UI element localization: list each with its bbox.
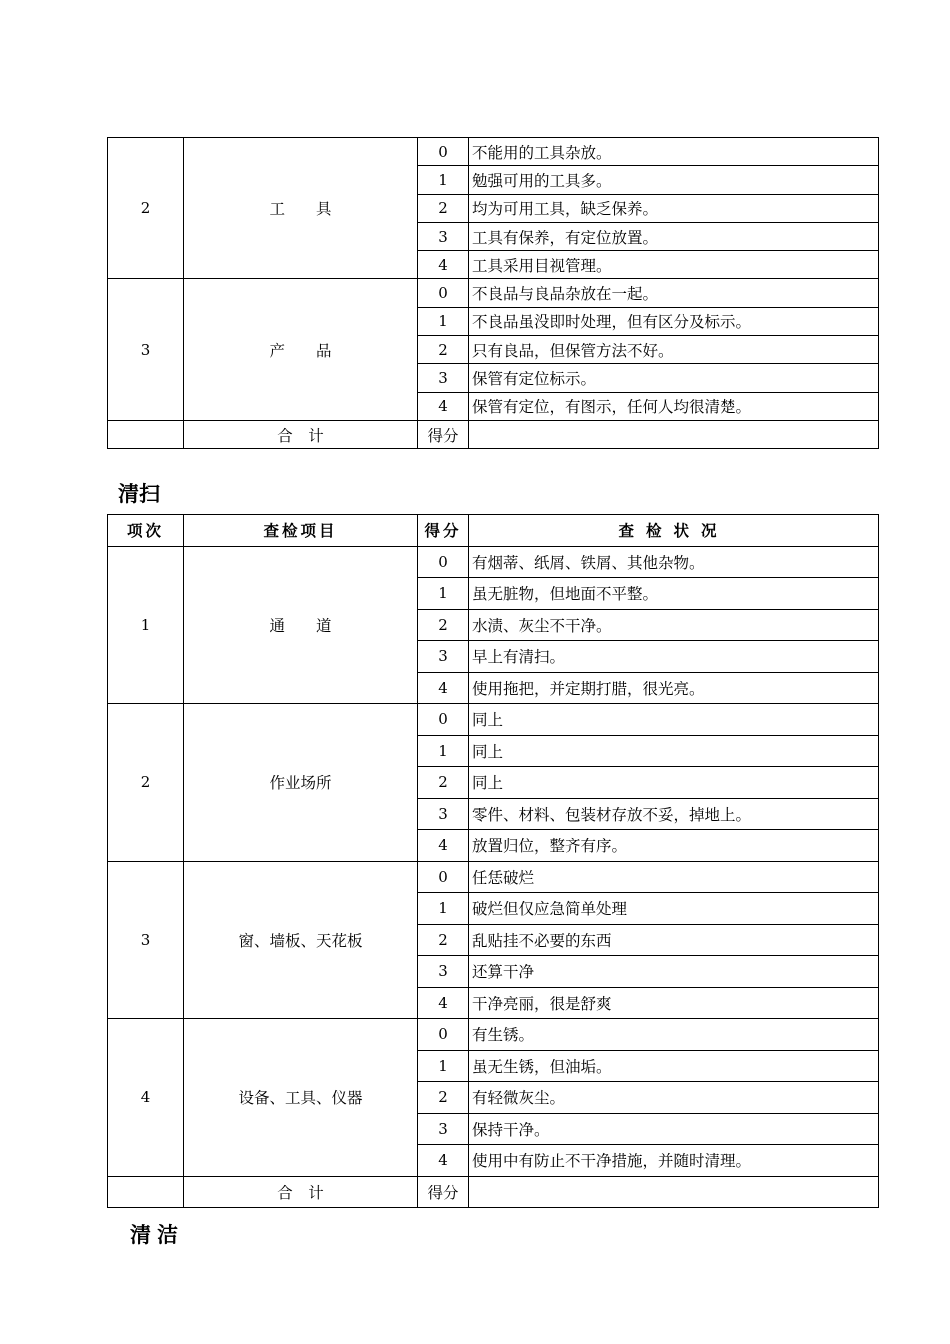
status-cell: 使用中有防止不干净措施，并随时清理。: [469, 1145, 879, 1177]
score-cell: 0: [418, 279, 469, 307]
total-blank-cell: [108, 1176, 184, 1208]
status-cell: 虽无生锈，但油垢。: [469, 1050, 879, 1082]
score-cell: 4: [418, 987, 469, 1019]
table-row: [108, 861, 879, 893]
status-cell: 任恁破烂: [469, 861, 879, 893]
status-cell: 勉强可用的工具多。: [469, 166, 879, 194]
status-cell: 工具有保养，有定位放置。: [469, 222, 879, 250]
score-cell: 3: [418, 641, 469, 673]
status-cell: 保管有定位，有图示，任何人均很清楚。: [469, 392, 879, 420]
table-row: [108, 138, 879, 166]
table-row: [108, 1019, 879, 1051]
score-cell: 1: [418, 578, 469, 610]
score-cell: 4: [418, 830, 469, 862]
score-cell: 4: [418, 672, 469, 704]
total-score-label: 得分: [418, 1176, 469, 1208]
score-cell: 0: [418, 861, 469, 893]
score-cell: 2: [418, 767, 469, 799]
status-cell: 还算干净: [469, 956, 879, 988]
header-status: 查检状况: [469, 515, 879, 547]
status-cell: 保管有定位标示。: [469, 364, 879, 392]
total-score-value: [469, 1176, 879, 1208]
item-number: 1: [108, 546, 184, 704]
total-score-label: 得分: [418, 420, 469, 448]
header-score: 得分: [418, 515, 469, 547]
table-header-row: [108, 515, 879, 547]
score-cell: 0: [418, 546, 469, 578]
status-cell: 同上: [469, 735, 879, 767]
checklist-table-sweep: [107, 514, 879, 1208]
header-no: 项次: [108, 515, 184, 547]
score-cell: 2: [418, 194, 469, 222]
item-number: 2: [108, 704, 184, 862]
score-cell: 3: [418, 1113, 469, 1145]
status-cell: 干净亮丽，很是舒爽: [469, 987, 879, 1019]
checklist-table-body: [108, 546, 879, 1208]
total-label: 合 计: [184, 420, 418, 448]
status-cell: 零件、材料、包装材存放不妥，掉地上。: [469, 798, 879, 830]
status-cell: 只有良品，但保管方法不好。: [469, 336, 879, 364]
score-cell: 2: [418, 924, 469, 956]
status-cell: 乱贴挂不必要的东西: [469, 924, 879, 956]
status-cell: 有生锈。: [469, 1019, 879, 1051]
score-cell: 1: [418, 893, 469, 925]
score-cell: 0: [418, 704, 469, 736]
item-name: 设备、工具、仪器: [184, 1019, 418, 1177]
total-blank-cell: [108, 420, 184, 448]
item-name: 通 道: [184, 546, 418, 704]
item-name: 窗、墙板、天花板: [184, 861, 418, 1019]
checklist-table-body: [108, 138, 879, 449]
total-score-value: [469, 420, 879, 448]
table-row: [108, 704, 879, 736]
score-cell: 4: [418, 251, 469, 279]
status-cell: 不良品与良品杂放在一起。: [469, 279, 879, 307]
total-row: [108, 420, 879, 448]
score-cell: 1: [418, 166, 469, 194]
score-cell: 4: [418, 392, 469, 420]
status-cell: 早上有清扫。: [469, 641, 879, 673]
item-number: 3: [108, 861, 184, 1019]
score-cell: 1: [418, 1050, 469, 1082]
score-cell: 3: [418, 222, 469, 250]
status-cell: 保持干净。: [469, 1113, 879, 1145]
score-cell: 2: [418, 336, 469, 364]
status-cell: 同上: [469, 767, 879, 799]
status-cell: 不良品虽没即时处理，但有区分及标示。: [469, 307, 879, 335]
item-number: 2: [108, 138, 184, 279]
checklist-table-organize: [107, 137, 879, 449]
score-cell: 2: [418, 609, 469, 641]
score-cell: 0: [418, 138, 469, 166]
total-label: 合 计: [184, 1176, 418, 1208]
item-number: 3: [108, 279, 184, 420]
status-cell: 同上: [469, 704, 879, 736]
total-row: [108, 1176, 879, 1208]
status-cell: 放置归位，整齐有序。: [469, 830, 879, 862]
item-name: 产 品: [184, 279, 418, 420]
table-row: [108, 279, 879, 307]
status-cell: 使用拖把，并定期打腊，很光亮。: [469, 672, 879, 704]
score-cell: 3: [418, 798, 469, 830]
header-item: 查检项目: [184, 515, 418, 547]
status-cell: 水渍、灰尘不干净。: [469, 609, 879, 641]
status-cell: 工具采用目视管理。: [469, 251, 879, 279]
table-row: [108, 546, 879, 578]
score-cell: 1: [418, 735, 469, 767]
score-cell: 3: [418, 364, 469, 392]
item-number: 4: [108, 1019, 184, 1177]
item-name: 作业场所: [184, 704, 418, 862]
score-cell: 4: [418, 1145, 469, 1177]
score-cell: 3: [418, 956, 469, 988]
score-cell: 0: [418, 1019, 469, 1051]
status-cell: 有轻微灰尘。: [469, 1082, 879, 1114]
status-cell: 有烟蒂、纸屑、铁屑、其他杂物。: [469, 546, 879, 578]
score-cell: 1: [418, 307, 469, 335]
score-cell: 2: [418, 1082, 469, 1114]
status-cell: 破烂但仅应急简单处理: [469, 893, 879, 925]
item-name: 工 具: [184, 138, 418, 279]
status-cell: 不能用的工具杂放。: [469, 138, 879, 166]
section-title-sweep: 清扫: [118, 482, 160, 506]
section-title-clean: 清洁: [130, 1223, 184, 1247]
status-cell: 均为可用工具，缺乏保养。: [469, 194, 879, 222]
status-cell: 虽无脏物，但地面不平整。: [469, 578, 879, 610]
